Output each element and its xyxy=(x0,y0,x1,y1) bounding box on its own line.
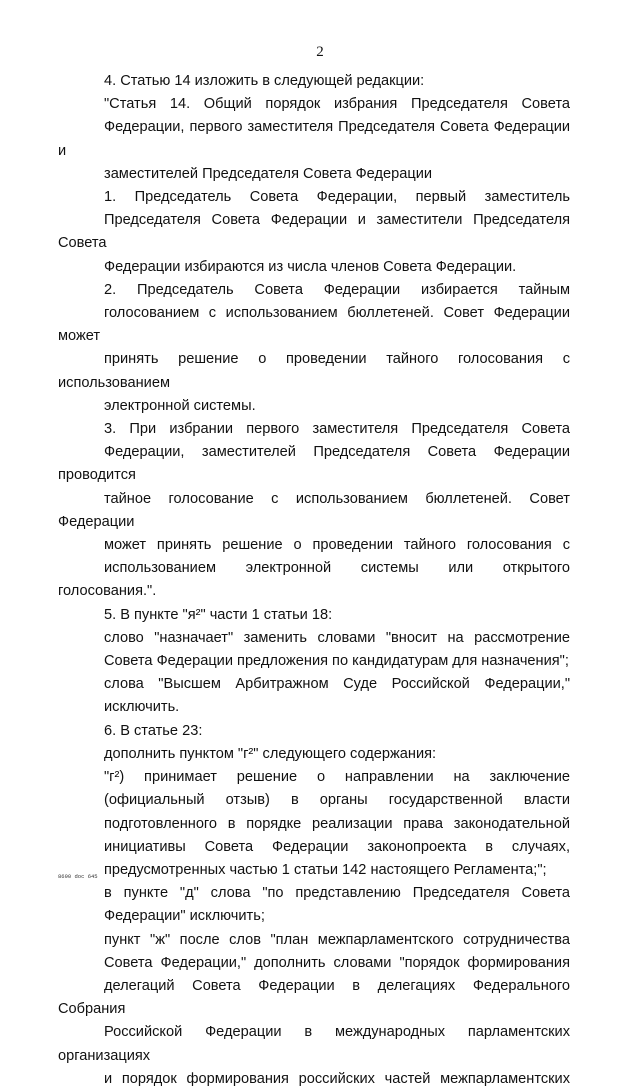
text-line: в пункте "д" слова "по представлению Председателя Совета xyxy=(104,885,570,902)
footer-file-code: 8690 doc 645 xyxy=(58,873,98,880)
text-line: принять решение о проведении тайного голосования с использованием xyxy=(58,351,570,391)
document-body xyxy=(58,70,570,1091)
text-line: дополнить пунктом "г²" следующего содержания: xyxy=(104,745,437,762)
text-line: инициативы Совета Федерации законопроекта в случаях, xyxy=(104,838,570,855)
text-line: Совета Федерации," дополнить словами "порядок формирования xyxy=(104,954,570,971)
text-line: 1. Председатель Совета Федерации, первый заместитель xyxy=(104,189,570,206)
text-line: "Статья 14. Общий порядок избрания Председателя Совета xyxy=(104,96,570,113)
paragraph xyxy=(58,720,570,743)
paragraph xyxy=(58,743,570,766)
text-line: Российской Федерации в международных парламентских организациях xyxy=(58,1024,570,1064)
text-line: электронной системы. xyxy=(104,397,256,414)
text-line: (официальный отзыв) в органы государственной власти xyxy=(104,792,570,809)
paragraph xyxy=(58,766,570,882)
text-line: "г²) принимает решение о направлении на заключение xyxy=(104,769,570,786)
text-line: 5. В пункте "я²" части 1 статьи 18: xyxy=(104,606,333,623)
text-line: Федерации избираются из числа членов Совета Федерации. xyxy=(104,258,517,275)
text-line: Федерации, первого заместителя Председателя Совета Федерации и xyxy=(58,119,570,159)
paragraph xyxy=(58,186,570,279)
paragraph xyxy=(58,604,570,627)
text-line: пункт "ж" после слов "план межпарламентского сотрудничества xyxy=(104,931,570,948)
text-line: Федерации, заместителей Председателя Совета Федерации проводится xyxy=(58,444,570,484)
paragraph xyxy=(58,627,570,673)
text-line: заместителей Председателя Совета Федерации xyxy=(104,165,433,182)
text-line: 2. Председатель Совета Федерации избирается тайным xyxy=(104,281,570,298)
paragraph xyxy=(58,929,570,1091)
text-line: Федерации" исключить; xyxy=(104,908,265,925)
text-line: 4. Статью 14 изложить в следующей редакции: xyxy=(104,73,425,89)
text-line: 6. В статье 23: xyxy=(104,722,203,739)
text-line: тайное голосование с использованием бюллетеней. Совет Федерации xyxy=(58,490,570,530)
paragraph xyxy=(58,673,570,719)
text-line: и порядок формирования российских частей межпарламентских xyxy=(104,1070,570,1087)
text-line: Председателя Совета Федерации и заместители Председателя Совета xyxy=(58,212,570,252)
paragraph xyxy=(58,279,570,418)
paragraph xyxy=(58,882,570,928)
paragraph xyxy=(58,418,570,604)
text-line: использованием электронной системы или открытого голосования.". xyxy=(58,560,570,600)
text-line: предусмотренных частью 1 статьи 142 настоящего Регламента;"; xyxy=(104,861,547,878)
text-line: подготовленного в порядке реализации права законодательной xyxy=(104,815,570,832)
paragraph xyxy=(58,70,570,93)
text-line: слово "назначает" заменить словами "вносит на рассмотрение xyxy=(104,629,570,646)
text-line: исключить. xyxy=(104,699,180,716)
text-line: 3. При избрании первого заместителя Председателя Совета xyxy=(104,421,570,438)
paragraph xyxy=(58,93,570,186)
text-line: голосованием с использованием бюллетеней. Совет Федерации может xyxy=(58,305,570,345)
text-line: делегаций Совета Федерации в делегациях Федерального Собрания xyxy=(58,977,570,1018)
text-line: Совета Федерации предложения по кандидатурам для назначения"; xyxy=(104,653,569,670)
text-line: может принять решение о проведении тайного голосования с xyxy=(104,537,570,554)
page-number: 2 xyxy=(316,44,324,60)
text-line: слова "Высшем Арбитражном Суде Российской Федерации," xyxy=(104,676,570,693)
